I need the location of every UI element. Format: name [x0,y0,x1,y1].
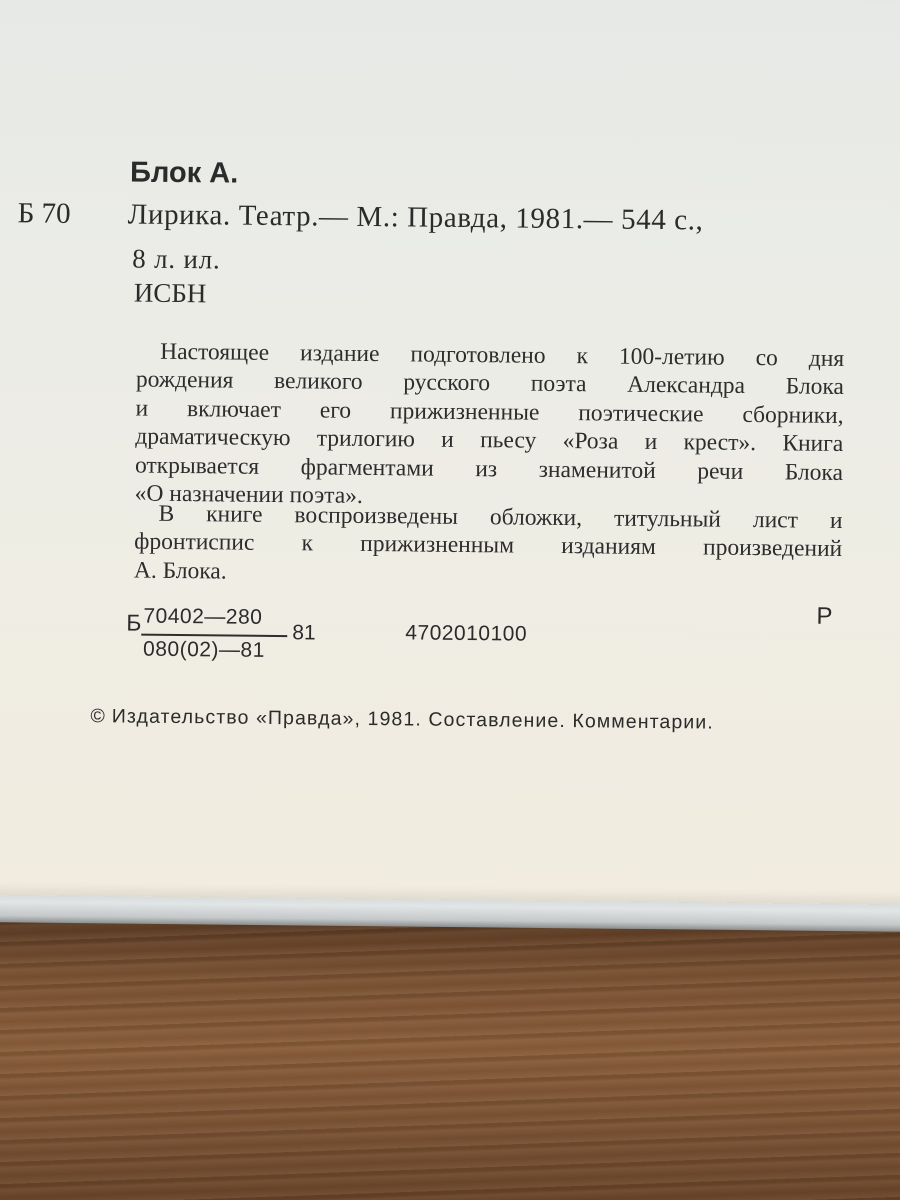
classification-suffix: 81 [292,621,316,645]
annotation-line: фронтиспис к прижизненным изданиям произведений [134,528,843,563]
wooden-table [0,920,900,1200]
fraction-rule [141,634,287,637]
classification-prefix: Б [126,609,142,636]
annotation-line: «О назначении поэта». [134,480,363,509]
annotation-line: и включает его прижизненные поэтические сборники, [135,395,844,429]
bibliographic-description: Лирика. Театр.— М.: Правда, 1981.— 544 с., [127,198,704,237]
isbn-label: ИСБН [133,277,207,309]
copyright-icon: © [90,705,106,728]
catalog-code: Б 70 [17,197,71,230]
annotation-line: открывается фрагментами из знаменитой речи Блока [134,452,844,486]
annotation-line: драматическую трилогию и пьесу «Роза и крест». Книга [135,423,844,458]
annotation-line: Настоящее издание подготовлено к 100-летию со дня [160,338,845,372]
classification-code: 4702010100 [405,621,528,646]
annotation-line: рождения великого русского поэта Александра Блока [135,366,845,401]
author-name: Блок А. [129,156,239,190]
annotation-line: А. Блока. [133,557,227,585]
copyright-text: Издательство «Правда», 1981. Составление. Комментарии. [111,705,714,734]
illustrations-note: 8 л. ил. [132,243,221,275]
classification-letter: Р [816,602,833,630]
annotation-line: В книге воспроизведены обложки, титульный лист и [158,500,843,534]
classification-numerator: 70402—280 [143,604,263,629]
annotation-paragraph-2 [134,500,843,593]
annotation-paragraph-1 [135,338,845,516]
copyright-line [90,705,714,735]
classification-denominator: 080(02)—81 [142,637,265,662]
